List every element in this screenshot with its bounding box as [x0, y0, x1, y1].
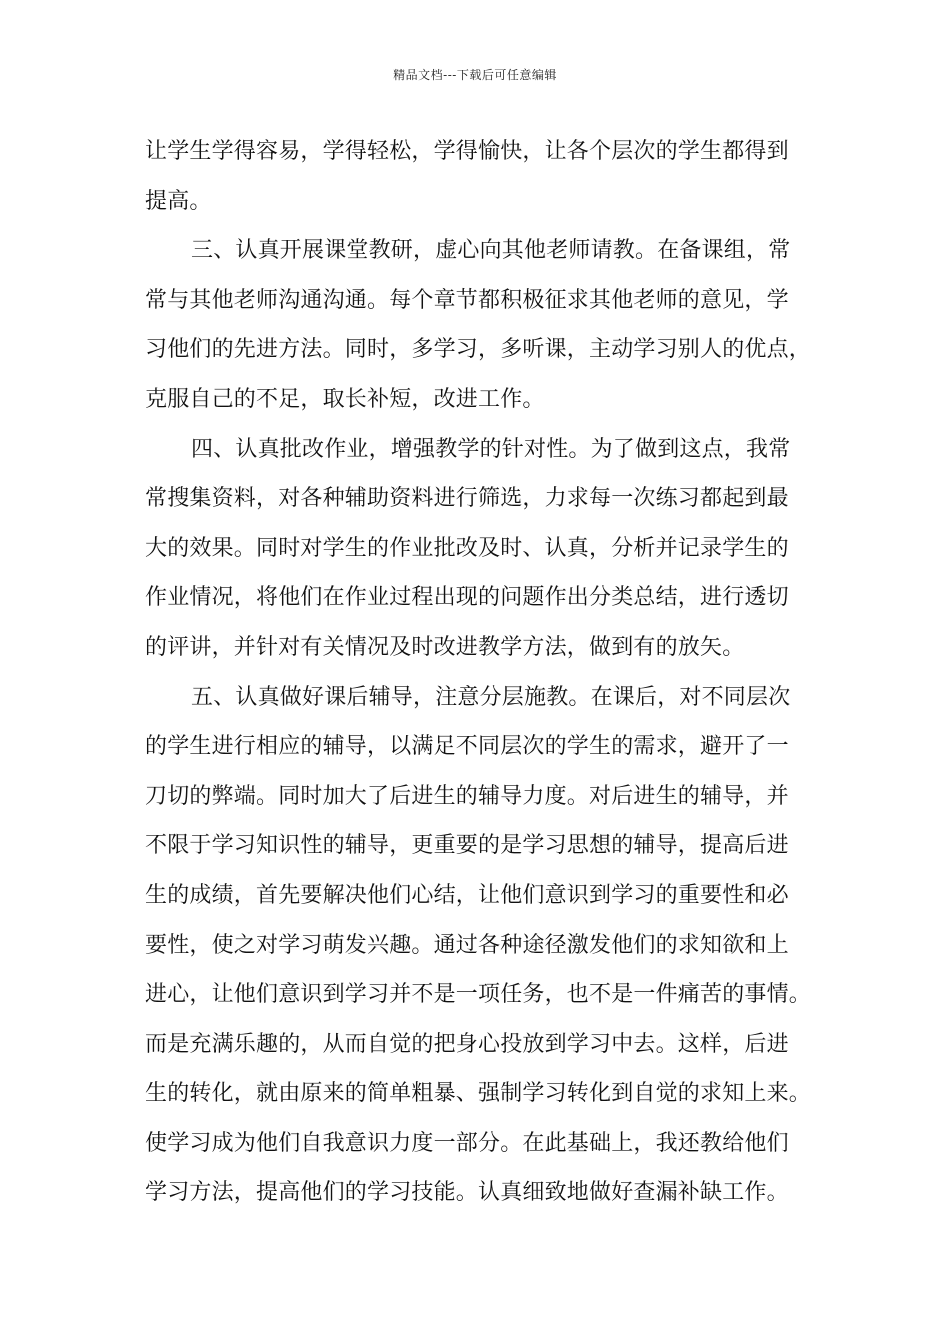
- text-line: 习他们的先进方法。同时，多学习，多听课，主动学习别人的优点，: [145, 337, 812, 363]
- text-line: 的评讲，并针对有关情况及时改进教学方法，做到有的放矢。: [145, 634, 745, 660]
- text-line: 不限于学习知识性的辅导，更重要的是学习思想的辅导，提高后进: [145, 833, 789, 859]
- text-line: 而是充满乐趣的，从而自觉的把身心投放到学习中去。这样，后进: [145, 1031, 789, 1057]
- paragraph-start-line: 三、认真开展课堂教研，虚心向其他老师请教。在备课组，常: [191, 238, 791, 264]
- text-line: 使学习成为他们自我意识力度一部分。在此基础上，我还教给他们: [145, 1130, 789, 1156]
- text-line: 刀切的弊端。同时加大了后进生的辅导力度。对后进生的辅导，并: [145, 783, 789, 809]
- paragraph-start-line: 四、认真批改作业，增强教学的针对性。为了做到这点，我常: [191, 436, 791, 462]
- text-line: 克服自己的不足，取长补短，改进工作。: [145, 386, 545, 412]
- text-line: 大的效果。同时对学生的作业批改及时、认真，分析并记录学生的: [145, 535, 789, 561]
- text-line: 生的成绩，首先要解决他们心结，让他们意识到学习的重要性和必: [145, 882, 789, 908]
- text-line: 要性，使之对学习萌发兴趣。通过各种途径激发他们的求知欲和上: [145, 932, 789, 958]
- page-header: 精品文档---下载后可任意编辑: [393, 68, 557, 82]
- text-line: 作业情况，将他们在作业过程出现的问题作出分类总结，进行透切: [145, 585, 789, 611]
- text-line: 生的转化，就由原来的简单粗暴、强制学习转化到自觉的求知上来。: [145, 1081, 812, 1107]
- text-line: 让学生学得容易，学得轻松，学得愉快，让各个层次的学生都得到: [145, 139, 789, 164]
- text-line: 学习方法，提高他们的学习技能。认真细致地做好查漏补缺工作。: [145, 1180, 789, 1206]
- paragraph-start-line: 五、认真做好课后辅导，注意分层施教。在课后，对不同层次: [191, 684, 791, 710]
- text-line: 常与其他老师沟通沟通。每个章节都积极征求其他老师的意见，学: [145, 287, 789, 313]
- document-body: [145, 132, 810, 1223]
- text-line: 进心，让他们意识到学习并不是一项任务，也不是一件痛苦的事情。: [145, 982, 812, 1008]
- text-line: 提高。: [145, 188, 212, 214]
- text-line: 的学生进行相应的辅导，以满足不同层次的学生的需求，避开了一: [145, 734, 789, 760]
- text-line: 常搜集资料，对各种辅助资料进行筛选，力求每一次练习都起到最: [145, 486, 789, 512]
